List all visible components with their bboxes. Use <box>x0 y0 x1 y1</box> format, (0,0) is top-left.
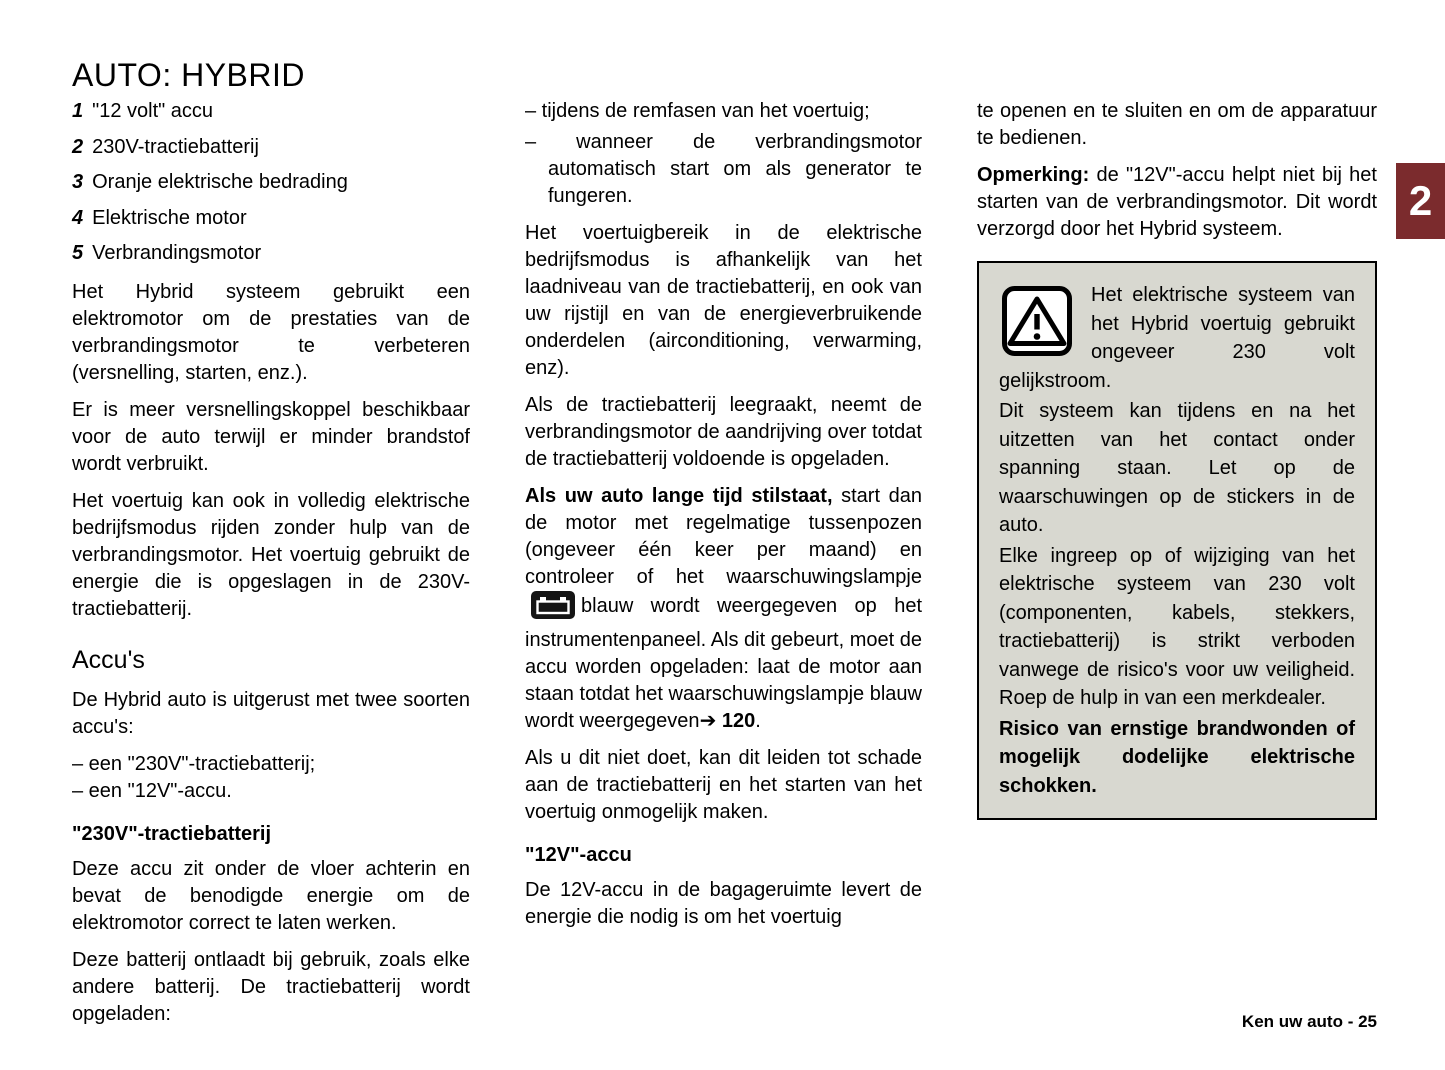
warning-triangle-icon <box>1001 285 1073 357</box>
paragraph-standstill <box>525 483 922 735</box>
bullet-item: – wanneer de verbrandingsmotor automatisch start om als generator te fungeren. <box>525 131 922 207</box>
text-run: . <box>755 710 761 732</box>
item-label: 230V-tractiebatterij <box>92 135 259 158</box>
warning-box <box>977 261 1377 820</box>
paragraph: Het voertuig kan ook in volledig elektrische bedrijfsmodus rijden zonder hulp van de verbrandingsmotor. Het voertuig gebruikt de energie die is opgeslagen in de 230V-tractiebatterij. <box>72 490 470 620</box>
bullet-item: – tijdens de remfasen van het voertuig; <box>525 100 870 122</box>
item-label: Oranje elektrische bedrading <box>92 171 348 193</box>
page-ref-number: 120 <box>721 710 756 732</box>
bullet-item: – een "12V"-accu. <box>72 780 232 802</box>
list-item <box>72 240 470 267</box>
paragraph: De 12V-accu in de bagageruimte levert de energie die nodig is om het voertuig <box>525 879 922 928</box>
paragraph: Deze accu zit onder de vloer achterin en bevat de benodigde energie om de elektromotor correct te laten werken. <box>72 858 470 934</box>
sub-heading-12v: "12V"-accu <box>525 844 632 866</box>
warning-text: Dit systeem kan tijdens en na het uitzetten van het contact onder spanning staan. Let op de waarschuwingen op de stickers in de auto. <box>999 400 1355 536</box>
item-number: 2 <box>72 135 84 158</box>
text-run: start dan de motor met regelmatige tussenpozen (ongeveer één keer per maand) en controleer of het waarschuwingslampje <box>525 485 922 588</box>
text-run: de "12V"-accu helpt niet bij het starten van de verbrandingsmotor. Dit wordt verzorgd door het Hybrid systeem. <box>977 164 1377 240</box>
note-label: Opmerking: <box>977 164 1090 186</box>
footer-page-label: Ken uw auto - 25 <box>1241 1012 1377 1031</box>
battery-warning-icon <box>531 591 575 627</box>
item-number: 3 <box>72 171 84 193</box>
section-heading-accus: Accu's <box>72 646 145 674</box>
paragraph: Deze batterij ontlaadt bij gebruik, zoals elke andere batterij. De tractiebatterij wordt opgeladen: <box>72 949 470 1025</box>
warning-text: Het elektrische systeem van het Hybrid voertuig gebruikt ongeveer 230 volt gelijkstroom. <box>999 284 1355 392</box>
item-label: Verbrandingsmotor <box>92 242 262 264</box>
paragraph: De Hybrid auto is uitgerust met twee soorten accu's: <box>72 689 470 738</box>
paragraph: Het voertuigbereik in de elektrische bedrijfsmodus is afhankelijk van het laadniveau van de tractiebatterij, en ook van uw rijstijl en van de energieverbruikende onderdelen (airconditioning, verwarming, enz). <box>525 222 922 379</box>
paragraph: Als de tractiebatterij leegraakt, neemt de verbrandingsmotor de aandrijving over totdat de tractiebatterij voldoende is opgeladen. <box>525 394 922 470</box>
list-item <box>72 134 470 161</box>
note-paragraph <box>977 162 1377 243</box>
page-reference <box>700 710 756 732</box>
column-left <box>72 98 470 1038</box>
paragraph: Er is meer versnellingskoppel beschikbaar voor de auto terwijl er minder brandstof wordt verbruikt. <box>72 399 470 475</box>
list-item <box>72 169 470 196</box>
list-item <box>72 205 470 232</box>
item-label: Elektrische motor <box>92 206 247 229</box>
page-title: AUTO: HYBRID <box>72 57 305 94</box>
warning-text-bold: Risico van ernstige brandwonden of mogelijk dodelijke elektrische schokken. <box>999 717 1355 797</box>
item-number: 1 <box>72 100 84 122</box>
warning-text: Elke ingreep op of wijziging van het elektrische systeem van 230 volt (componenten, kabels, stekkers, tractiebatterij) is strikt verboden vanwege de risico's voor uw veiligheid. Roep de hulp in van een merkdealer. <box>999 544 1355 709</box>
paragraph: Als u dit niet doet, kan dit leiden tot schade aan de tractiebatterij en het starten van het voertuig onmogelijk maken. <box>525 747 922 823</box>
bullet-list <box>72 751 470 805</box>
sub-heading-230v: "230V"-tractiebatterij <box>72 823 272 845</box>
chapter-tab: 2 <box>1396 163 1445 239</box>
arrow-right-icon: ➔ <box>699 710 717 732</box>
paragraph: Het Hybrid systeem gebruikt een elektromotor om de prestaties van de verbrandingsmotor te verbeteren (versnelling, starten, enz.). <box>72 281 470 384</box>
column-right <box>977 98 1377 820</box>
paragraph: te openen en te sluiten en om de apparatuur te bedienen. <box>977 100 1377 149</box>
column-middle <box>525 98 922 941</box>
text-run: blauw wordt weergegeven op het instrumentenpaneel. Als dit gebeurt, moet de accu worden opgeladen: laat de motor aan staan totdat het waarschuwingslampje blauw wordt weergegeven <box>525 595 922 732</box>
item-label: "12 volt" accu <box>92 100 214 122</box>
bullet-item: – een "230V"-tractiebatterij; <box>72 753 316 775</box>
list-item <box>72 98 470 125</box>
item-number: 5 <box>72 242 84 264</box>
bold-lead: Als uw auto lange tijd stilstaat, <box>525 485 833 507</box>
item-number: 4 <box>72 206 84 229</box>
